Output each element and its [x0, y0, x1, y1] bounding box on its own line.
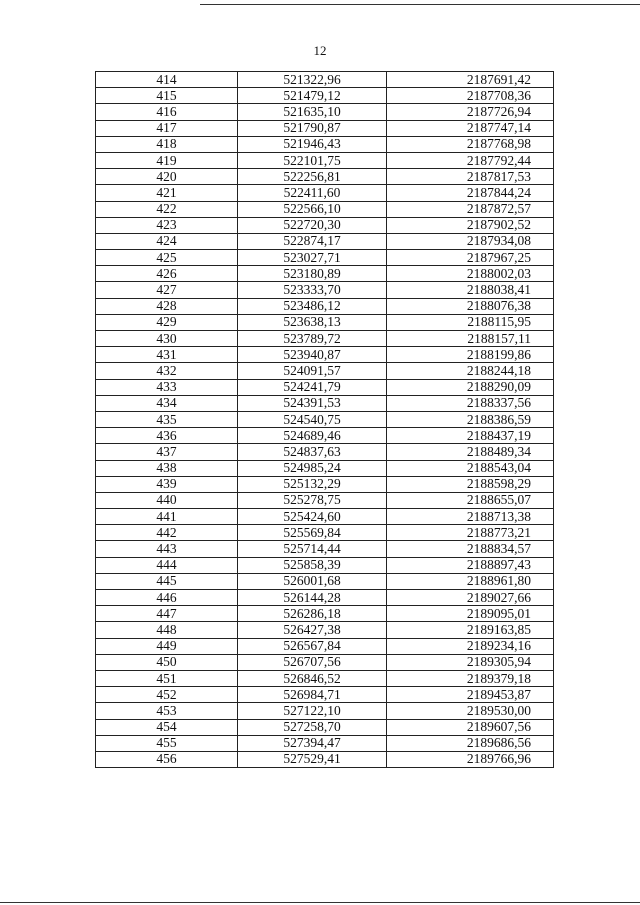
- point-number-cell: 425: [96, 250, 238, 266]
- table-row: [96, 719, 554, 735]
- point-number-cell: 452: [96, 687, 238, 703]
- y-coordinate-cell: 2188038,41: [387, 282, 554, 298]
- table-row: [96, 136, 554, 152]
- point-number-cell: 451: [96, 670, 238, 686]
- x-coordinate-cell: 526984,71: [238, 687, 387, 703]
- table-row: [96, 573, 554, 589]
- x-coordinate-cell: 525858,39: [238, 557, 387, 573]
- point-number-cell: 417: [96, 120, 238, 136]
- point-number-cell: 438: [96, 460, 238, 476]
- table-row: [96, 622, 554, 638]
- x-coordinate-cell: 527529,41: [238, 751, 387, 767]
- x-coordinate-cell: 521946,43: [238, 136, 387, 152]
- table-row: [96, 298, 554, 314]
- x-coordinate-cell: 526427,38: [238, 622, 387, 638]
- point-number-cell: 422: [96, 201, 238, 217]
- y-coordinate-cell: 2189607,56: [387, 719, 554, 735]
- x-coordinate-cell: 522720,30: [238, 217, 387, 233]
- point-number-cell: 444: [96, 557, 238, 573]
- table-row: [96, 88, 554, 104]
- point-number-cell: 415: [96, 88, 238, 104]
- table-row: [96, 314, 554, 330]
- table-row: [96, 250, 554, 266]
- coordinate-table: [95, 71, 554, 768]
- table-row: [96, 590, 554, 606]
- y-coordinate-cell: 2187691,42: [387, 72, 554, 88]
- table-row: [96, 751, 554, 767]
- y-coordinate-cell: 2188489,34: [387, 444, 554, 460]
- point-number-cell: 447: [96, 606, 238, 622]
- table-row: [96, 152, 554, 168]
- x-coordinate-cell: 526846,52: [238, 670, 387, 686]
- y-coordinate-cell: 2188598,29: [387, 476, 554, 492]
- point-number-cell: 449: [96, 638, 238, 654]
- x-coordinate-cell: 526144,28: [238, 590, 387, 606]
- page-number: 12: [313, 43, 327, 58]
- table-row: [96, 395, 554, 411]
- x-coordinate-cell: 526567,84: [238, 638, 387, 654]
- point-number-cell: 419: [96, 152, 238, 168]
- y-coordinate-cell: 2187817,53: [387, 169, 554, 185]
- y-coordinate-cell: 2188543,04: [387, 460, 554, 476]
- point-number-cell: 431: [96, 347, 238, 363]
- y-coordinate-cell: 2188655,07: [387, 492, 554, 508]
- point-number-cell: 440: [96, 492, 238, 508]
- x-coordinate-cell: 524091,57: [238, 363, 387, 379]
- point-number-cell: 432: [96, 363, 238, 379]
- x-coordinate-cell: 527258,70: [238, 719, 387, 735]
- table-row: [96, 347, 554, 363]
- x-coordinate-cell: 523027,71: [238, 250, 387, 266]
- y-coordinate-cell: 2188076,38: [387, 298, 554, 314]
- y-coordinate-cell: 2189163,85: [387, 622, 554, 638]
- y-coordinate-cell: 2187934,08: [387, 233, 554, 249]
- x-coordinate-cell: 524985,24: [238, 460, 387, 476]
- point-number-cell: 436: [96, 428, 238, 444]
- table-row: [96, 509, 554, 525]
- y-coordinate-cell: 2188337,56: [387, 395, 554, 411]
- x-coordinate-cell: 527394,47: [238, 735, 387, 751]
- point-number-cell: 435: [96, 411, 238, 427]
- table-row: [96, 72, 554, 88]
- point-number-cell: 427: [96, 282, 238, 298]
- point-number-cell: 418: [96, 136, 238, 152]
- y-coordinate-cell: 2188773,21: [387, 525, 554, 541]
- x-coordinate-cell: 521635,10: [238, 104, 387, 120]
- table-row: [96, 557, 554, 573]
- point-number-cell: 443: [96, 541, 238, 557]
- x-coordinate-cell: 524241,79: [238, 379, 387, 395]
- table-row: [96, 363, 554, 379]
- table-row: [96, 444, 554, 460]
- x-coordinate-cell: 521479,12: [238, 88, 387, 104]
- table-row: [96, 201, 554, 217]
- y-coordinate-cell: 2188115,95: [387, 314, 554, 330]
- x-coordinate-cell: 523180,89: [238, 266, 387, 282]
- y-coordinate-cell: 2188386,59: [387, 411, 554, 427]
- table-row: [96, 735, 554, 751]
- x-coordinate-cell: 524689,46: [238, 428, 387, 444]
- table-row: [96, 428, 554, 444]
- point-number-cell: 416: [96, 104, 238, 120]
- x-coordinate-cell: 523486,12: [238, 298, 387, 314]
- table-row: [96, 379, 554, 395]
- x-coordinate-cell: 523789,72: [238, 331, 387, 347]
- table-row: [96, 638, 554, 654]
- y-coordinate-cell: 2189379,18: [387, 670, 554, 686]
- table-row: [96, 217, 554, 233]
- y-coordinate-cell: 2188244,18: [387, 363, 554, 379]
- y-coordinate-cell: 2189305,94: [387, 654, 554, 670]
- point-number-cell: 421: [96, 185, 238, 201]
- x-coordinate-cell: 526001,68: [238, 573, 387, 589]
- point-number-cell: 430: [96, 331, 238, 347]
- y-coordinate-cell: 2189766,96: [387, 751, 554, 767]
- y-coordinate-cell: 2189095,01: [387, 606, 554, 622]
- table-row: [96, 476, 554, 492]
- x-coordinate-cell: 526707,56: [238, 654, 387, 670]
- y-coordinate-cell: 2188002,03: [387, 266, 554, 282]
- y-coordinate-cell: 2187844,24: [387, 185, 554, 201]
- y-coordinate-cell: 2189234,16: [387, 638, 554, 654]
- x-coordinate-cell: 522874,17: [238, 233, 387, 249]
- point-number-cell: 448: [96, 622, 238, 638]
- y-coordinate-cell: 2187792,44: [387, 152, 554, 168]
- y-coordinate-cell: 2187747,14: [387, 120, 554, 136]
- x-coordinate-cell: 524540,75: [238, 411, 387, 427]
- table-row: [96, 266, 554, 282]
- y-coordinate-cell: 2188961,80: [387, 573, 554, 589]
- point-number-cell: 446: [96, 590, 238, 606]
- coordinate-table-body: [96, 72, 554, 768]
- table-row: [96, 411, 554, 427]
- x-coordinate-cell: 522566,10: [238, 201, 387, 217]
- point-number-cell: 442: [96, 525, 238, 541]
- x-coordinate-cell: 525132,29: [238, 476, 387, 492]
- table-row: [96, 185, 554, 201]
- point-number-cell: 453: [96, 703, 238, 719]
- y-coordinate-cell: 2188713,38: [387, 509, 554, 525]
- table-row: [96, 670, 554, 686]
- table-row: [96, 525, 554, 541]
- table-row: [96, 492, 554, 508]
- point-number-cell: 433: [96, 379, 238, 395]
- table-row: [96, 331, 554, 347]
- y-coordinate-cell: 2188157,11: [387, 331, 554, 347]
- x-coordinate-cell: 523940,87: [238, 347, 387, 363]
- point-number-cell: 414: [96, 72, 238, 88]
- y-coordinate-cell: 2189530,00: [387, 703, 554, 719]
- x-coordinate-cell: 527122,10: [238, 703, 387, 719]
- x-coordinate-cell: 525569,84: [238, 525, 387, 541]
- y-coordinate-cell: 2188834,57: [387, 541, 554, 557]
- point-number-cell: 423: [96, 217, 238, 233]
- table-row: [96, 233, 554, 249]
- point-number-cell: 454: [96, 719, 238, 735]
- x-coordinate-cell: 522101,75: [238, 152, 387, 168]
- point-number-cell: 434: [96, 395, 238, 411]
- point-number-cell: 424: [96, 233, 238, 249]
- x-coordinate-cell: 522411,60: [238, 185, 387, 201]
- point-number-cell: 428: [96, 298, 238, 314]
- table-row: [96, 703, 554, 719]
- x-coordinate-cell: 523638,13: [238, 314, 387, 330]
- x-coordinate-cell: 522256,81: [238, 169, 387, 185]
- y-coordinate-cell: 2187768,98: [387, 136, 554, 152]
- table-row: [96, 541, 554, 557]
- y-coordinate-cell: 2187708,36: [387, 88, 554, 104]
- table-row: [96, 120, 554, 136]
- y-coordinate-cell: 2187902,52: [387, 217, 554, 233]
- point-number-cell: 420: [96, 169, 238, 185]
- x-coordinate-cell: 525424,60: [238, 509, 387, 525]
- x-coordinate-cell: 525278,75: [238, 492, 387, 508]
- y-coordinate-cell: 2188199,86: [387, 347, 554, 363]
- top-rule: [200, 4, 640, 5]
- table-row: [96, 104, 554, 120]
- table-row: [96, 654, 554, 670]
- table-row: [96, 169, 554, 185]
- y-coordinate-cell: 2189686,56: [387, 735, 554, 751]
- point-number-cell: 455: [96, 735, 238, 751]
- y-coordinate-cell: 2187726,94: [387, 104, 554, 120]
- point-number-cell: 426: [96, 266, 238, 282]
- x-coordinate-cell: 521322,96: [238, 72, 387, 88]
- y-coordinate-cell: 2187967,25: [387, 250, 554, 266]
- table-row: [96, 687, 554, 703]
- point-number-cell: 439: [96, 476, 238, 492]
- x-coordinate-cell: 521790,87: [238, 120, 387, 136]
- bottom-rule: [0, 902, 640, 903]
- point-number-cell: 445: [96, 573, 238, 589]
- y-coordinate-cell: 2188290,09: [387, 379, 554, 395]
- point-number-cell: 437: [96, 444, 238, 460]
- y-coordinate-cell: 2189453,87: [387, 687, 554, 703]
- x-coordinate-cell: 524837,63: [238, 444, 387, 460]
- point-number-cell: 456: [96, 751, 238, 767]
- table-row: [96, 282, 554, 298]
- x-coordinate-cell: 524391,53: [238, 395, 387, 411]
- table-row: [96, 460, 554, 476]
- table-row: [96, 606, 554, 622]
- point-number-cell: 441: [96, 509, 238, 525]
- point-number-cell: 450: [96, 654, 238, 670]
- y-coordinate-cell: 2189027,66: [387, 590, 554, 606]
- y-coordinate-cell: 2188437,19: [387, 428, 554, 444]
- point-number-cell: 429: [96, 314, 238, 330]
- x-coordinate-cell: 523333,70: [238, 282, 387, 298]
- y-coordinate-cell: 2188897,43: [387, 557, 554, 573]
- y-coordinate-cell: 2187872,57: [387, 201, 554, 217]
- x-coordinate-cell: 526286,18: [238, 606, 387, 622]
- x-coordinate-cell: 525714,44: [238, 541, 387, 557]
